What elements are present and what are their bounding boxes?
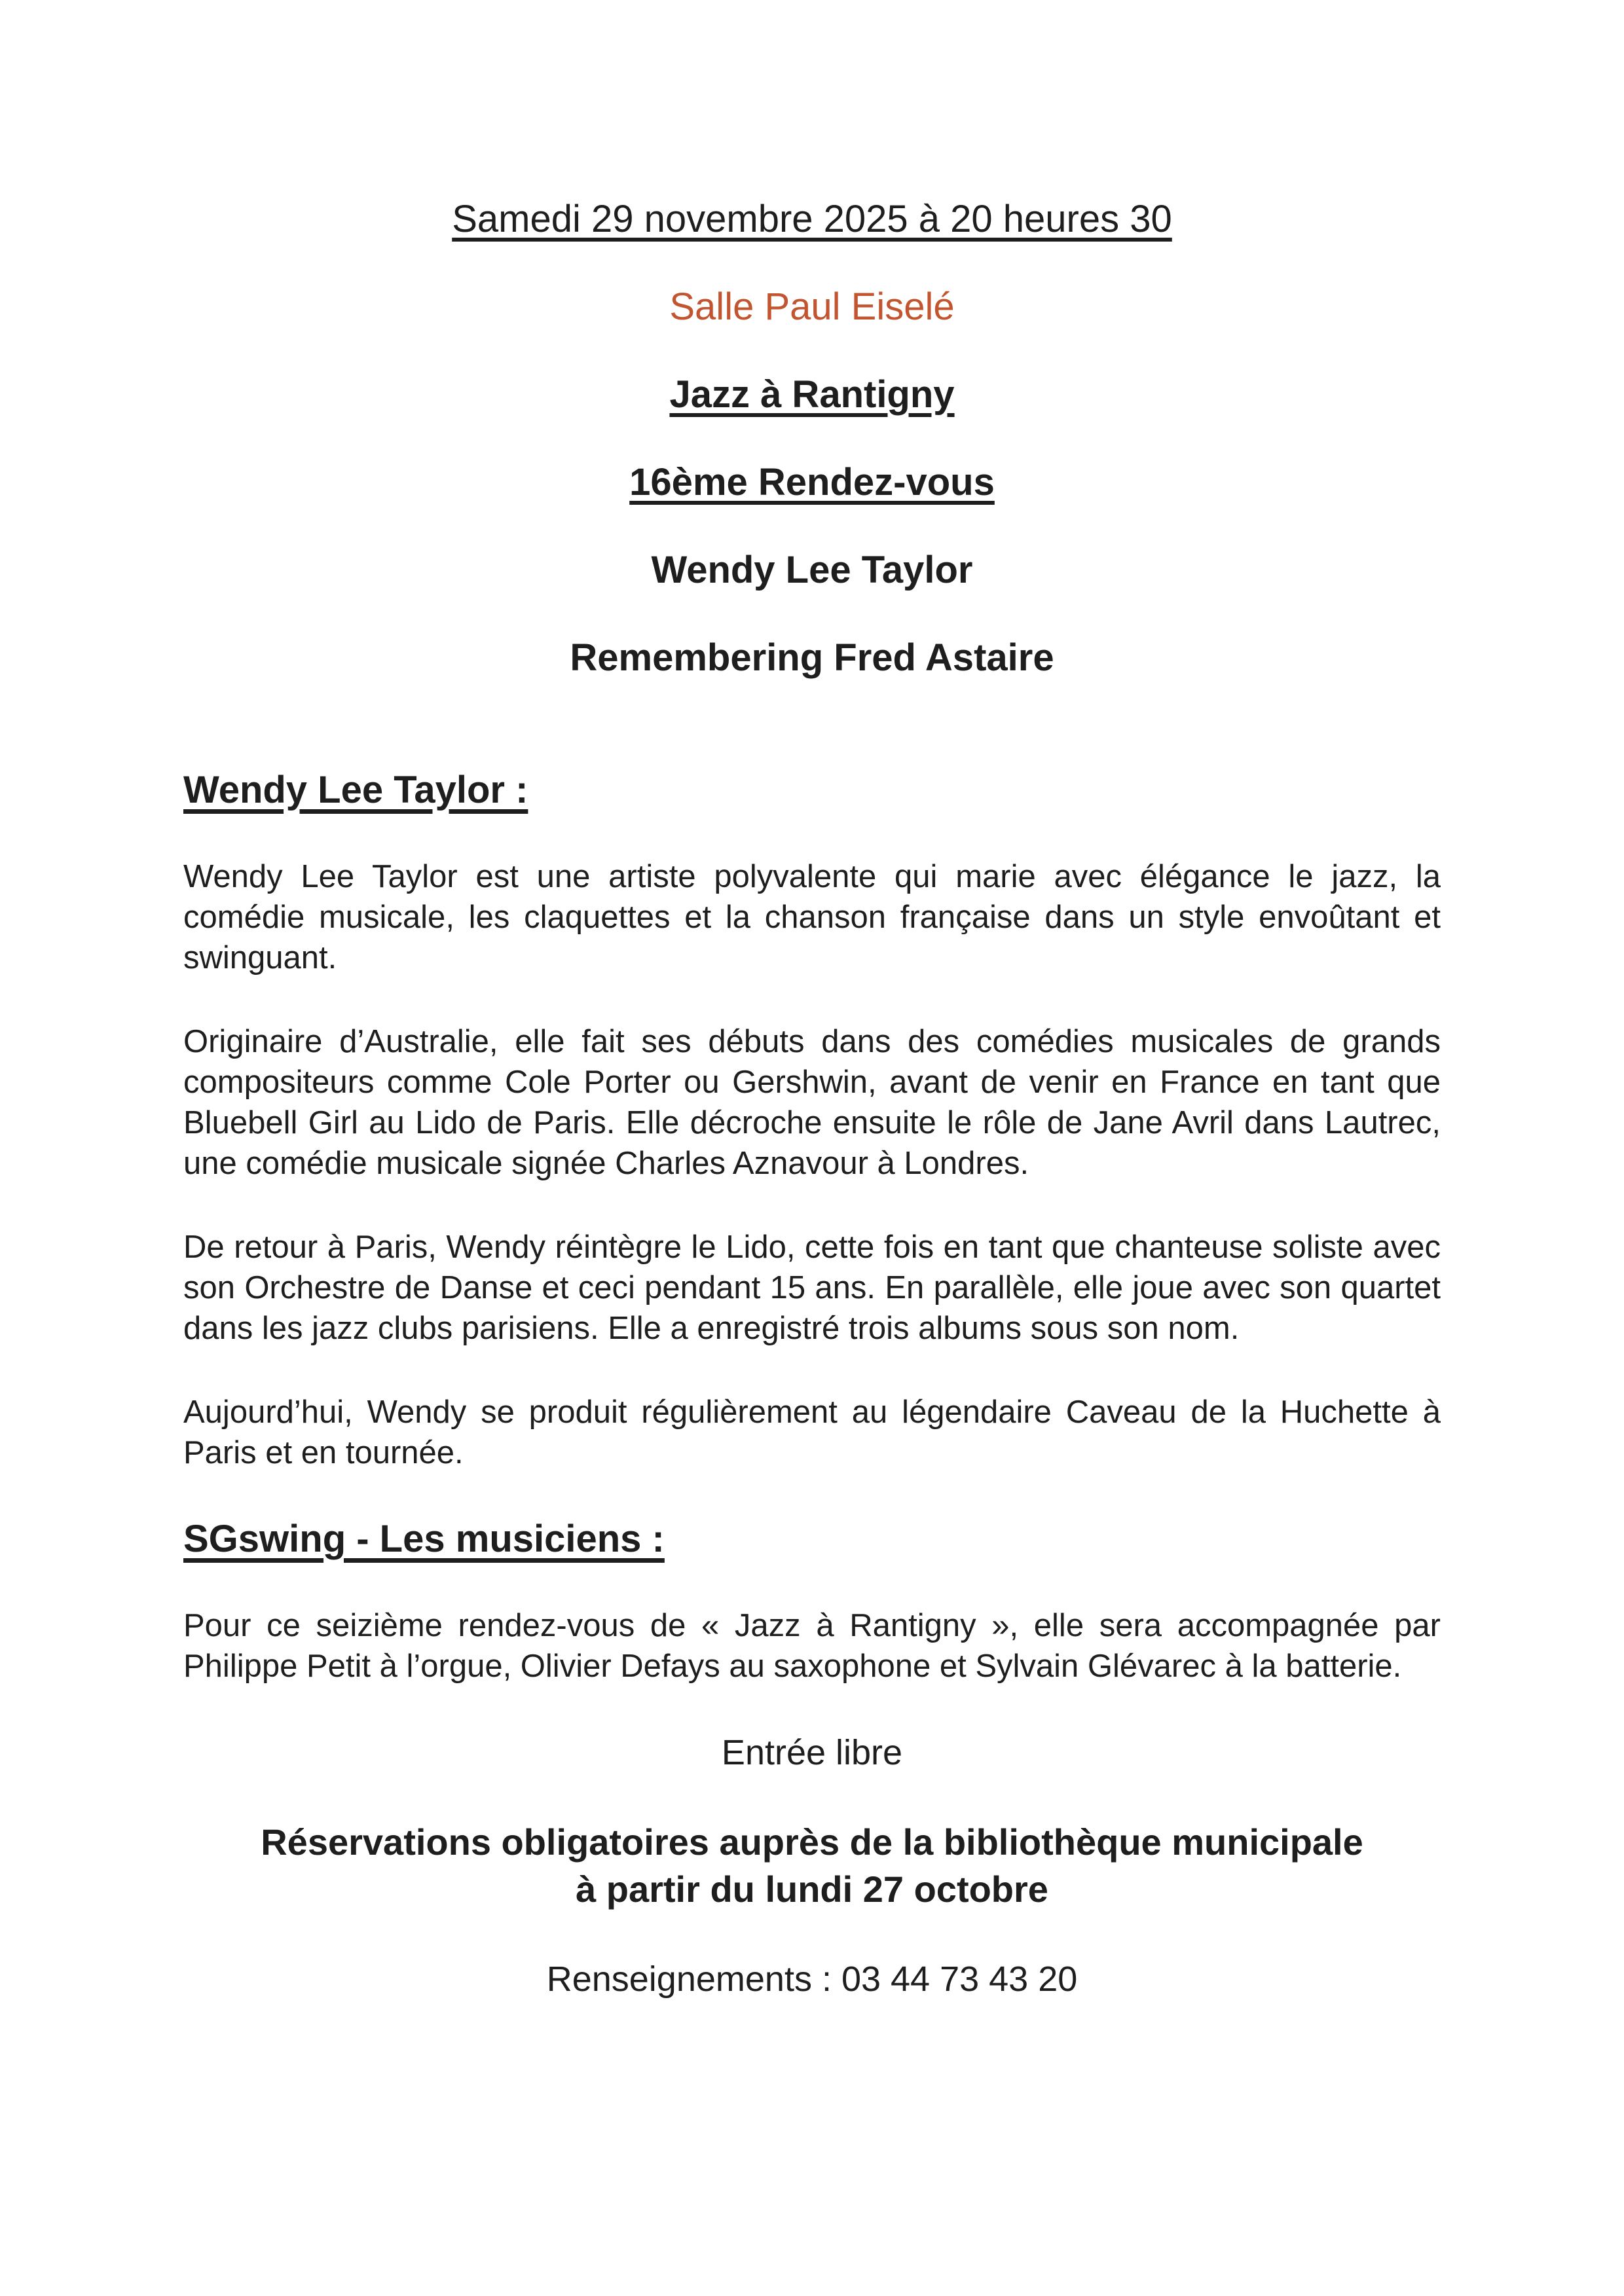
musicians-paragraph: Pour ce seizième rendez-vous de « Jazz à Rantigny », elle sera accompagnée par Philippe Petit à l’orgue, Olivier Defays au saxophone et Sylvain Glévarec à la batterie. xyxy=(183,1608,1441,1684)
about-paragraph-1: Wendy Lee Taylor est une artiste polyvalente qui marie avec élégance le jazz, la comédie musicale, les claquettes et la chanson française dans un style envoûtant et swinguant. xyxy=(183,859,1441,975)
admission-note: Entrée libre xyxy=(721,1733,903,1772)
reservation-notice-line1: Réservations obligatoires auprès de la bibliothèque municipale xyxy=(261,1821,1363,1863)
reservation-notice xyxy=(183,1819,1441,1913)
edition-heading: 16ème Rendez-vous xyxy=(629,461,995,503)
artist-name-heading: Wendy Lee Taylor xyxy=(651,549,973,591)
about-paragraph-2: Originaire d’Australie, elle fait ses débuts dans des comédies musicales de grands compositeurs comme Cole Porter ou Gershwin, avant de venir en France en tant que Bluebell Girl au Lido de Paris. Elle décroche ensuite le rôle de Jane Avril dans Lautrec, une comédie musicale signée Charles Aznavour à Londres. xyxy=(183,1024,1441,1181)
musicians-section-heading: SGswing - Les musiciens : xyxy=(183,1518,665,1560)
info-phone-line: Renseignements : 03 44 73 43 20 xyxy=(546,1959,1078,1999)
reservation-notice-line2: à partir du lundi 27 octobre xyxy=(576,1868,1048,1910)
about-paragraph-3: De retour à Paris, Wendy réintègre le Lido, cette fois en tant que chanteuse soliste avec son Orchestre de Danse et ceci pendant 15 ans. En parallèle, elle joue avec son quartet dans les jazz clubs parisiens. Elle a enregistré trois albums sous son nom. xyxy=(183,1230,1441,1346)
venue-heading: Salle Paul Eiselé xyxy=(669,285,955,328)
show-title-heading: Remembering Fred Astaire xyxy=(570,636,1054,679)
event-name-heading: Jazz à Rantigny xyxy=(669,373,955,416)
event-date-heading: Samedi 29 novembre 2025 à 20 heures 30 xyxy=(452,198,1172,240)
about-section-heading: Wendy Lee Taylor : xyxy=(183,769,528,811)
about-paragraph-4: Aujourd’hui, Wendy se produit régulièrement au légendaire Caveau de la Huchette à Paris et en tournée. xyxy=(183,1394,1441,1470)
